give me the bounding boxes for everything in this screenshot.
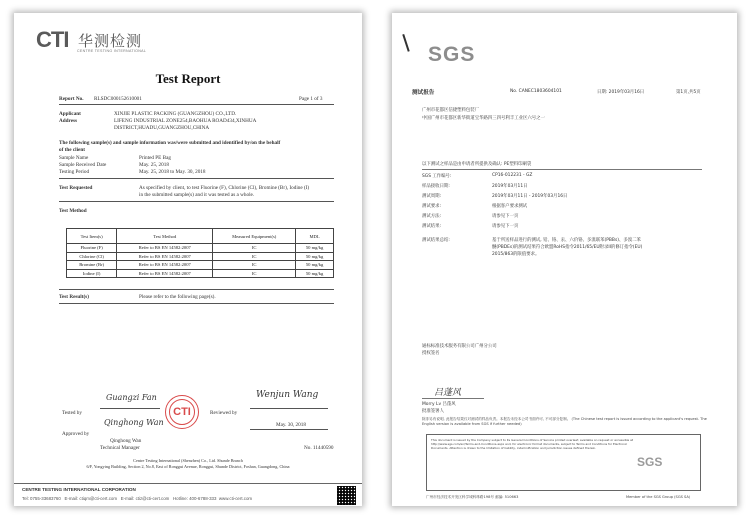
cti-logo: CTI — [36, 27, 69, 52]
field-label: 样品接收日期: — [422, 184, 450, 189]
table-header: Test Method — [117, 229, 213, 244]
footer-brand: CENTRE TESTING INTERNATIONAL CORPORATION — [22, 487, 136, 492]
qr-code-icon — [337, 486, 356, 505]
footer-contacts — [22, 496, 252, 501]
sgs-report-date: 日期: 2019年03月16日 — [597, 90, 645, 95]
approved-by-label: Approved by — [62, 431, 90, 437]
report-title-cn: 测试报告 — [412, 90, 435, 96]
address-label: Address — [59, 118, 78, 124]
signer-name: Morry Lv 吕蓬风 — [422, 402, 456, 407]
table-cell: Refer to BS EN 14582:2007 — [117, 261, 213, 270]
method-label: Test Method — [59, 208, 87, 214]
note — [422, 417, 712, 427]
signature-line — [422, 398, 484, 399]
footer-email-2: E-mail: ctiz@cti-cert.com — [120, 496, 170, 501]
report-title: Test Report — [155, 71, 221, 86]
client-name: 广州市花都区信捷塑料包装厂 — [422, 108, 480, 113]
divider — [59, 289, 334, 290]
field-value: 请参见下一页 — [492, 214, 519, 219]
signature-line — [250, 429, 328, 430]
table-header: Measured Equipment(s) — [213, 229, 296, 244]
table-cell: Iodine (I) — [67, 269, 117, 278]
centre-line: Centre Testing International (Shenzhen) Co., Ltd. Shunde Branch — [133, 458, 243, 463]
table-cell: IC — [213, 269, 296, 278]
tested-by-label: Tested by — [62, 410, 82, 416]
approved-by-signature: Qinghong Wan — [104, 418, 164, 427]
summary-line3: 2015/863的限值要求。 — [492, 252, 540, 257]
summary-line2: 醚(PBDEs)的测试结果符合欧盟RoHS指令2011/65/EU附录II的修订指令(EU) — [492, 245, 643, 250]
received-label: Sample Received Date — [59, 162, 107, 168]
address-line1: LIFENG INDUSTRIAL ZONE254,BAOHUA ROAD434,XINHUA — [114, 118, 257, 124]
divider — [59, 201, 334, 202]
tested-by-signature: Guangzi Fan — [106, 393, 157, 402]
table-cell: 50 mg/kg — [296, 269, 334, 278]
sign-date: May. 30, 2018 — [276, 422, 306, 428]
table-cell: Chlorine (Cl) — [67, 252, 117, 261]
sample-intro: 以下测试之样品是由申请者所提供及确认: PE塑料印刷袋 — [422, 162, 532, 167]
table-row — [67, 261, 334, 270]
table-row — [67, 269, 334, 278]
sgs-mini-logo: SGS — [637, 455, 663, 469]
report-no-label: Report No. — [59, 96, 84, 102]
pen-mark — [402, 34, 409, 52]
field-value: 请参见下一页 — [492, 224, 519, 229]
sgs-page: 第1页,共5页 — [676, 90, 701, 95]
table-header: Test Item(s) — [67, 229, 117, 244]
sample-name: Printed PE Bag — [139, 155, 171, 161]
field-value: CP16-012231 - GZ — [492, 173, 533, 178]
member-line: Member of the SGS Group (SGS SA) — [626, 495, 691, 499]
test-method-table — [66, 228, 334, 278]
summary-line1: 基于所送样品进行的测试, 铅、铬、汞、六价铬、多溴联苯(PBBs)、多溴二苯 — [492, 238, 641, 243]
client-address: 中国广州市花都区新华街道宝华路四三四号利丰工业区六号之一 — [422, 116, 545, 121]
address-footer: 6/F, Yongying Building, Section 2, No.8, East of Ronggui Avenue, Ronggui, Shunde District, Foshan, Guangdong, China — [86, 464, 290, 469]
reviewed-by-signature: Wenjun Wang — [256, 390, 319, 400]
requested-line2: in the submitted sample(s) and it was tested as a whole. — [139, 192, 255, 198]
reviewed-by-label: Reviewed by — [210, 410, 238, 416]
table-cell: IC — [213, 261, 296, 270]
address-line2: DISTRICT,HUADU,GUANGZHOU,CHINA — [114, 125, 210, 131]
sign-label: 授权签名 — [422, 351, 440, 356]
cti-report-page — [14, 13, 362, 506]
divider — [59, 303, 334, 304]
sgs-report-no: No. CANEC1803604101 — [510, 89, 562, 94]
cti-stamp: CTI — [165, 395, 199, 429]
note-en: (The Chinese test report is issued according to the applicant's request. The English version is available from SGS if further needed) — [422, 417, 707, 426]
field-label: SGS 工作编号: — [422, 174, 452, 179]
cti-footer — [14, 483, 362, 506]
field-value: 2019年03月11日 — [492, 184, 528, 189]
intro-line1: The following sample(s) and sample information was/were submitted and identified by/on the behalf — [59, 140, 281, 146]
approver-title: Technical Manager — [100, 445, 140, 451]
table-cell: Bromine (Br) — [67, 261, 117, 270]
field-label: 测试周期: — [422, 194, 442, 199]
requested-line1: As specified by client, to test Fluorine (F), Chlorine (Cl), Bromine (Br), Iodine (I) — [139, 185, 310, 191]
page-number: Page 1 of 3 — [299, 96, 323, 102]
intro-line2: of the client — [59, 147, 85, 153]
summary-label: 测试结果总结: — [422, 238, 450, 243]
testing-label: Testing Period — [59, 169, 90, 175]
testing-period: May. 25, 2018 to May. 30, 2018 — [139, 169, 206, 175]
table-row — [67, 244, 334, 253]
signer-title: 批准签署人 — [422, 409, 444, 414]
footer-address: 广州市经济技术开发区科学城科珠路198号 邮编: 510663 — [426, 495, 519, 499]
received-date: May. 25, 2018 — [139, 162, 169, 168]
field-label: 测试方法: — [422, 214, 442, 219]
table-cell: IC — [213, 252, 296, 261]
sgs-logo: SGS — [428, 43, 476, 66]
doc-number: No. 11440590 — [304, 445, 334, 451]
table-cell: Refer to BS EN 14582:2007 — [117, 244, 213, 253]
sgs-report-page — [392, 13, 737, 506]
approver-name: Qinghong Wan — [110, 438, 142, 444]
footer-web: www.cti-cert.com — [218, 496, 253, 501]
table-header-row — [67, 229, 334, 244]
sample-name-label: Sample Name — [59, 155, 89, 161]
footer-hotline: Hotline: 400-6788-333 — [172, 496, 217, 501]
table-cell: 50 mg/kg — [296, 244, 334, 253]
divider — [59, 104, 334, 105]
note-cn: 除非另有说明, 此报告结果仅对测试的样品负责。本报告未经本公司书面许可, 不可部分复制。 — [422, 417, 571, 421]
table-cell: Fluorine (F) — [67, 244, 117, 253]
table-header: MDL — [296, 229, 334, 244]
cti-logo-cn: 华测检测 — [78, 32, 143, 50]
divider — [422, 169, 702, 170]
field-label: 测试结果: — [422, 224, 442, 229]
report-no: RLSDC000152610001 — [94, 96, 142, 102]
company-name: 通标标准技术服务有限公司广州分公司 — [422, 344, 497, 349]
cti-logo-subtitle: CENTRE TESTING INTERNATIONAL — [77, 49, 147, 53]
divider — [59, 178, 334, 179]
field-value: 根据客户要求测试 — [492, 204, 528, 209]
result-text: Please refer to the following page(s). — [139, 294, 216, 300]
table-cell: Refer to BS EN 14582:2007 — [117, 269, 213, 278]
result-label: Test Result(s) — [59, 294, 89, 300]
field-label: 测试要求: — [422, 204, 442, 209]
disclaimer-text: This document is issued by the Company subject to its General Conditions of Service printed overleaf, available on request or accessible at http://www.sgs.com/en/Terms-and-Conditions.aspx and, for electronic format documents, subject to Terms and Conditions for Electronic Documents. Attention is drawn to the limitation of liability, indemnification and jurisdiction issues defined therein. — [431, 438, 633, 450]
table-row — [67, 252, 334, 261]
applicant-label: Applicant — [59, 111, 81, 117]
footer-email: E-mail: ctiqm@cti-cert.com — [64, 496, 118, 501]
signature-line — [250, 408, 328, 409]
table-cell: 50 mg/kg — [296, 261, 334, 270]
requested-label: Test Requested — [59, 185, 93, 191]
field-value: 2019年03月11日 - 2019年03月16日 — [492, 194, 568, 199]
signature-line — [100, 408, 160, 409]
applicant-value: XINJIE PLASTIC PACKING (GUANGZHOU) CO.,LTD. — [114, 111, 237, 117]
footer-tel: Tel: 0755-33683760 — [22, 496, 61, 501]
table-cell: Refer to BS EN 14582:2007 — [117, 252, 213, 261]
signature: 吕蓬风 — [434, 388, 462, 398]
table-cell: 50 mg/kg — [296, 252, 334, 261]
table-cell: IC — [213, 244, 296, 253]
